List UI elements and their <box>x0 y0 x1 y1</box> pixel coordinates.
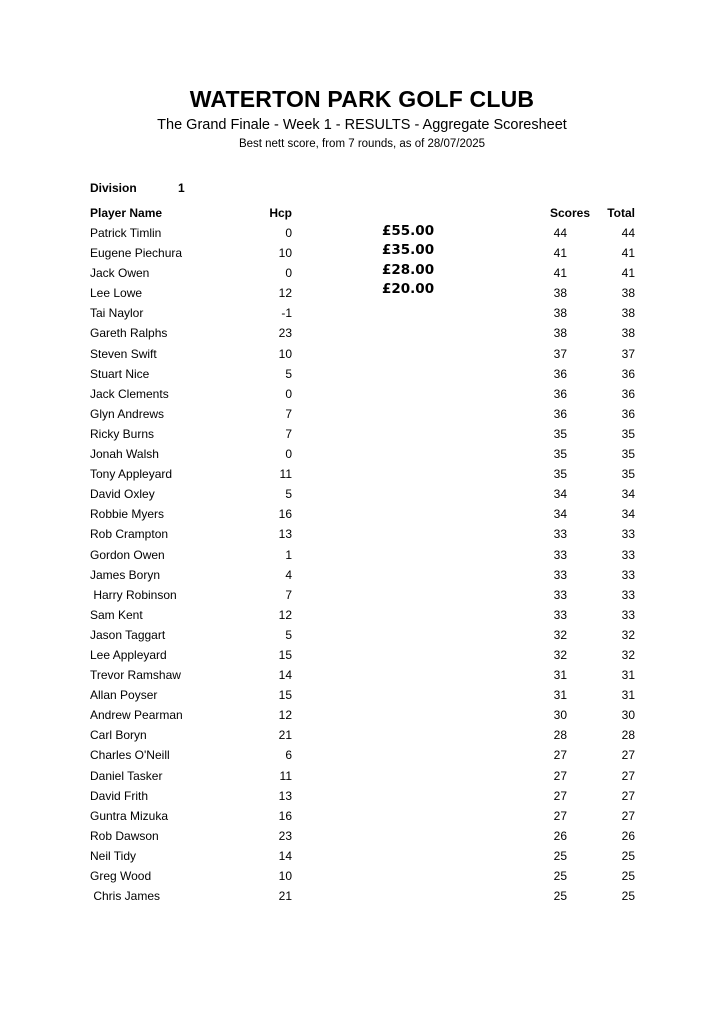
player-scores: 36 <box>553 406 567 421</box>
player-hcp: 13 <box>278 788 292 803</box>
player-total: 25 <box>621 869 635 883</box>
player-hcp: 10 <box>278 246 292 261</box>
player-hcp: 12 <box>278 286 292 301</box>
player-hcp: 7 <box>285 426 292 441</box>
player-hcp: 15 <box>278 647 292 662</box>
table-row <box>0 467 724 487</box>
player-scores: 38 <box>553 286 567 301</box>
player-total: 33 <box>621 587 635 602</box>
player-hcp: 10 <box>278 346 292 361</box>
player-name: Trevor Ramshaw <box>90 668 181 683</box>
player-hcp: 7 <box>285 406 292 421</box>
player-hcp: 14 <box>278 668 292 683</box>
player-total: 35 <box>621 447 635 462</box>
player-name: David Oxley <box>90 487 155 502</box>
table-row <box>0 367 724 387</box>
player-total: 30 <box>621 708 635 723</box>
player-hcp: 16 <box>278 507 292 522</box>
player-hcp: 21 <box>278 889 292 904</box>
page-title: WATERTON PARK GOLF CLUB <box>189 86 535 112</box>
player-total: 36 <box>621 366 635 381</box>
table-row <box>0 668 724 688</box>
player-name: Glyn Andrews <box>90 406 165 421</box>
table-row <box>0 809 724 829</box>
table-row <box>0 266 724 286</box>
player-total: 35 <box>621 467 635 482</box>
player-hcp: 0 <box>285 447 292 462</box>
player-scores: 27 <box>553 748 567 763</box>
player-hcp: 10 <box>278 869 292 883</box>
player-name: Guntra Mizuka <box>90 808 169 823</box>
player-name: Daniel Tasker <box>90 768 163 783</box>
player-scores: 35 <box>553 447 567 462</box>
player-name: Robbie Myers <box>90 507 165 522</box>
player-total: 25 <box>621 889 635 904</box>
table-row <box>0 648 724 668</box>
player-name: Eugene Piechura <box>90 246 183 261</box>
player-total: 36 <box>621 386 635 401</box>
player-total: 25 <box>621 848 635 863</box>
player-name: Harry Robinson <box>90 587 177 602</box>
player-total: 34 <box>621 507 635 522</box>
player-scores: 33 <box>553 547 567 562</box>
player-scores: 30 <box>553 708 567 723</box>
player-total: 31 <box>621 688 635 703</box>
player-hcp: 11 <box>279 467 292 482</box>
player-name: Carl Boryn <box>90 728 147 743</box>
table-row <box>0 829 724 849</box>
player-scores: 34 <box>553 487 567 502</box>
player-scores: 27 <box>553 768 567 783</box>
player-scores: 33 <box>553 527 567 542</box>
player-hcp: 13 <box>278 527 292 542</box>
player-name: Patrick Timlin <box>90 226 162 240</box>
player-scores: 37 <box>553 346 567 361</box>
player-hcp: 7 <box>285 587 292 602</box>
player-hcp: 11 <box>279 768 292 783</box>
table-row <box>0 507 724 527</box>
player-hcp: 5 <box>285 487 292 502</box>
player-total: 38 <box>621 326 635 341</box>
player-total: 41 <box>621 246 635 261</box>
player-scores: 32 <box>553 647 567 662</box>
player-hcp: -1 <box>281 306 292 321</box>
player-scores: 33 <box>553 567 567 582</box>
player-hcp: 14 <box>278 848 292 863</box>
player-scores: 31 <box>553 668 567 683</box>
player-scores: 36 <box>553 386 567 401</box>
player-name: Jason Taggart <box>90 627 166 642</box>
player-hcp: 0 <box>285 226 292 240</box>
player-hcp: 6 <box>285 748 292 763</box>
prize-amount: £28.00 <box>382 261 435 278</box>
player-scores: 38 <box>553 306 567 321</box>
player-total: 32 <box>621 647 635 662</box>
player-total: 32 <box>621 627 635 642</box>
player-scores: 41 <box>553 246 567 261</box>
prize-amount: £55.00 <box>382 223 435 239</box>
player-total: 27 <box>621 808 635 823</box>
table-row <box>0 789 724 809</box>
table-row <box>0 628 724 648</box>
table-row <box>0 226 724 246</box>
player-name: Rob Dawson <box>90 828 159 843</box>
player-total: 33 <box>621 567 635 582</box>
page-note: Best nett score, from 7 rounds, as of 28/07/2025 <box>238 138 486 150</box>
player-name: Jack Clements <box>90 386 169 401</box>
player-total: 33 <box>621 547 635 562</box>
player-scores: 36 <box>553 366 567 381</box>
player-name: Allan Poyser <box>90 688 158 703</box>
player-scores: 25 <box>553 889 567 904</box>
player-name: David Frith <box>90 788 149 803</box>
table-row <box>0 326 724 346</box>
page-subtitle: The Grand Finale - Week 1 - RESULTS - Aggregate Scoresheet <box>157 117 567 133</box>
table-row <box>0 728 724 748</box>
player-hcp: 12 <box>278 607 292 622</box>
player-total: 28 <box>621 728 635 743</box>
table-row <box>0 748 724 768</box>
player-name: Gordon Owen <box>90 547 165 562</box>
player-hcp: 23 <box>278 326 292 341</box>
player-name: Gareth Ralphs <box>90 326 168 341</box>
player-total: 38 <box>621 286 635 301</box>
table-row <box>0 427 724 447</box>
player-name: Neil Tidy <box>90 848 137 863</box>
player-hcp: 0 <box>285 266 292 281</box>
column-header-hcp: Hcp <box>269 206 292 220</box>
player-scores: 34 <box>553 507 567 522</box>
column-header-scores: Scores <box>549 206 590 220</box>
player-scores: 28 <box>553 728 567 743</box>
player-name: Chris James <box>90 889 161 904</box>
prize-amount: £35.00 <box>382 242 435 259</box>
player-hcp: 23 <box>278 828 292 843</box>
player-name: Steven Swift <box>90 346 157 361</box>
player-hcp: 21 <box>278 728 292 743</box>
player-name: James Boryn <box>90 567 161 582</box>
player-scores: 27 <box>553 808 567 823</box>
player-name: Sam Kent <box>90 607 143 622</box>
player-hcp: 5 <box>285 627 292 642</box>
column-header-total: Total <box>607 206 635 220</box>
player-name: Ricky Burns <box>90 426 155 441</box>
player-total: 31 <box>621 668 635 683</box>
results-table <box>0 226 724 909</box>
player-total: 33 <box>621 527 635 542</box>
player-total: 44 <box>621 226 635 240</box>
table-row <box>0 387 724 407</box>
player-hcp: 0 <box>285 386 292 401</box>
player-scores: 41 <box>553 266 567 281</box>
table-row <box>0 447 724 467</box>
player-hcp: 5 <box>285 366 292 381</box>
player-scores: 32 <box>553 627 567 642</box>
player-hcp: 15 <box>278 688 292 703</box>
table-row <box>0 769 724 789</box>
column-header-player-name: Player Name <box>90 206 163 220</box>
player-total: 35 <box>621 426 635 441</box>
table-row <box>0 306 724 326</box>
player-name: Charles O'Neill <box>90 748 170 763</box>
player-total: 41 <box>621 266 635 281</box>
player-scores: 35 <box>553 426 567 441</box>
table-row <box>0 286 724 306</box>
player-total: 36 <box>621 406 635 421</box>
division-label: Division <box>90 181 137 195</box>
player-total: 33 <box>621 607 635 622</box>
table-row <box>0 608 724 628</box>
table-row <box>0 527 724 547</box>
player-name: Andrew Pearman <box>90 708 183 723</box>
division-value: 1 <box>178 181 185 195</box>
player-name: Stuart Nice <box>90 366 150 381</box>
player-scores: 38 <box>553 326 567 341</box>
player-total: 37 <box>621 346 635 361</box>
table-row <box>0 347 724 367</box>
table-row <box>0 407 724 427</box>
player-name: Lee Lowe <box>90 286 143 301</box>
player-total: 26 <box>621 828 635 843</box>
player-scores: 25 <box>553 848 567 863</box>
table-row <box>0 849 724 869</box>
player-hcp: 4 <box>285 567 292 582</box>
table-row <box>0 568 724 588</box>
player-name: Greg Wood <box>90 869 152 883</box>
player-total: 38 <box>621 306 635 321</box>
player-name: Tai Naylor <box>90 306 144 321</box>
table-row <box>0 487 724 507</box>
table-row <box>0 246 724 266</box>
player-hcp: 12 <box>278 708 292 723</box>
table-row <box>0 889 724 909</box>
player-name: Tony Appleyard <box>90 467 173 482</box>
player-name: Jack Owen <box>90 266 150 281</box>
player-total: 27 <box>621 748 635 763</box>
prize-amount: £20.00 <box>382 281 435 298</box>
player-name: Jonah Walsh <box>90 447 159 462</box>
player-scores: 31 <box>553 688 567 703</box>
player-name: Lee Appleyard <box>90 647 167 662</box>
player-scores: 25 <box>553 869 567 883</box>
player-total: 27 <box>621 768 635 783</box>
player-scores: 35 <box>553 467 567 482</box>
player-total: 27 <box>621 788 635 803</box>
table-row <box>0 708 724 728</box>
player-hcp: 16 <box>278 808 292 823</box>
player-hcp: 1 <box>285 547 292 562</box>
player-scores: 27 <box>553 788 567 803</box>
table-row <box>0 869 724 889</box>
player-scores: 33 <box>553 587 567 602</box>
player-scores: 44 <box>553 226 567 240</box>
player-total: 34 <box>621 487 635 502</box>
table-row <box>0 688 724 708</box>
table-row <box>0 548 724 568</box>
table-row <box>0 588 724 608</box>
player-scores: 26 <box>553 828 567 843</box>
player-scores: 33 <box>553 607 567 622</box>
player-name: Rob Crampton <box>90 527 169 542</box>
